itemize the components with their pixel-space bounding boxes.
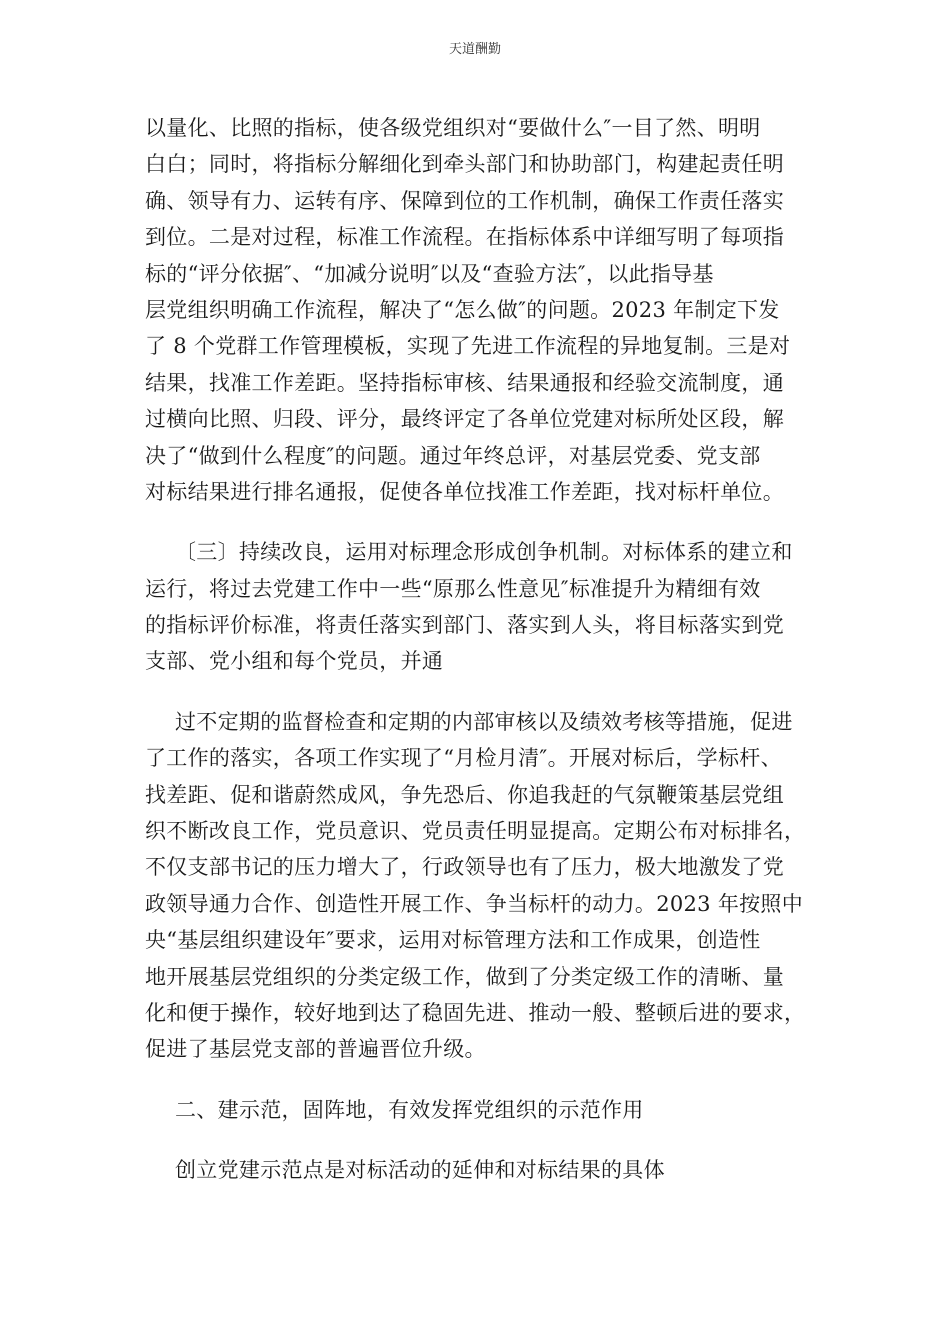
section-heading — [145, 1092, 805, 1128]
text-line: 对标结果进行排名通报，促使各单位找准工作差距，找对标杆单位。 — [145, 479, 784, 504]
text-line: 政领导通力合作、创造性开展工作、争当标杆的动力。2023 年按照中 — [145, 891, 804, 916]
text-line: 支部、党小组和每个党员，并通 — [145, 649, 444, 674]
text-line: 结果，找准工作差距。坚持指标审核、结果通报和经验交流制度，通 — [145, 370, 784, 395]
text-line: 过不定期的监督检查和定期的内部审核以及绩效考核等措施，促进 — [175, 709, 793, 734]
paragraph-2 — [145, 534, 805, 680]
text-line: 央“基层组织建设年″要求，运用对标管理方法和工作成果，创造性 — [145, 928, 761, 953]
text-line: 的指标评价标准，将责任落实到部门、落实到人头，将目标落实到党 — [145, 613, 784, 638]
paragraph-spacer — [145, 1128, 805, 1152]
paragraph-5 — [145, 1152, 805, 1188]
text-line: 白白；同时，将指标分解细化到牵头部门和协助部门，构建起责任明 — [145, 152, 784, 177]
page-header-title: 天道酬勤 — [448, 42, 501, 57]
paragraph-1 — [145, 110, 805, 510]
text-line: 地开展基层党组织的分类定级工作，做到了分类定级工作的清晰、量 — [145, 964, 784, 989]
text-line: 标的“评分依据″、“加减分说明″以及“查验方法″，以此指导基 — [145, 261, 714, 286]
text-line: 了 8 个党群工作管理模板，实现了先进工作流程的异地复制。三是对 — [145, 334, 791, 359]
text-line: 促进了基层党支部的普遍晋位升级。 — [145, 1037, 486, 1062]
text-line: 过横向比照、归段、评分，最终评定了各单位党建对标所处区段，解 — [145, 407, 784, 432]
section-heading-text: 二、建示范，固阵地，有效发挥党组织的示范作用 — [175, 1097, 644, 1122]
document-body — [145, 110, 805, 1189]
text-line: 织不断改良工作，党员意识、党员责任明显提高。定期公布对标排名， — [145, 819, 806, 844]
text-line: 〔三〕持续改良，运用对标理念形成创争机制。对标体系的建立和 — [175, 540, 793, 565]
paragraph-spacer — [145, 680, 805, 704]
text-line: 运行，将过去党建工作中一些“原那么性意见″标准提升为精细有效 — [145, 576, 761, 601]
paragraph-spacer — [145, 510, 805, 534]
text-line: 确、领导有力、运转有序、保障到位的工作机制，确保工作责任落实 — [145, 188, 784, 213]
text-line: 层党组织明确工作流程，解决了“怎么做″的问题。2023 年制定下发 — [145, 297, 780, 322]
text-line: 以量化、比照的指标，使各级党组织对“要做什么″一目了然、明明 — [145, 116, 761, 140]
text-line: 了工作的落实，各项工作实现了“月检月清″。开展对标后，学标杆、 — [145, 746, 782, 771]
text-line: 创立党建示范点是对标活动的延伸和对标结果的具体 — [175, 1158, 665, 1183]
text-line: 不仅支部书记的压力增大了，行政领导也有了压力，极大地激发了党 — [145, 855, 784, 880]
paragraph-spacer — [145, 1068, 805, 1092]
text-line: 找差距、促和谐蔚然成风，争先恐后、你追我赶的气氛鞭策基层党组 — [145, 782, 784, 807]
text-line: 化和便于操作，较好地到达了稳固先进、推动一般、整顿后进的要求， — [145, 1000, 806, 1025]
text-line: 到位。二是对过程，标准工作流程。在指标体系中详细写明了每项指 — [145, 225, 784, 250]
paragraph-3 — [145, 704, 805, 1068]
text-line: 决了“做到什么程度″的问题。通过年终总评，对基层党委、党支部 — [145, 443, 761, 468]
